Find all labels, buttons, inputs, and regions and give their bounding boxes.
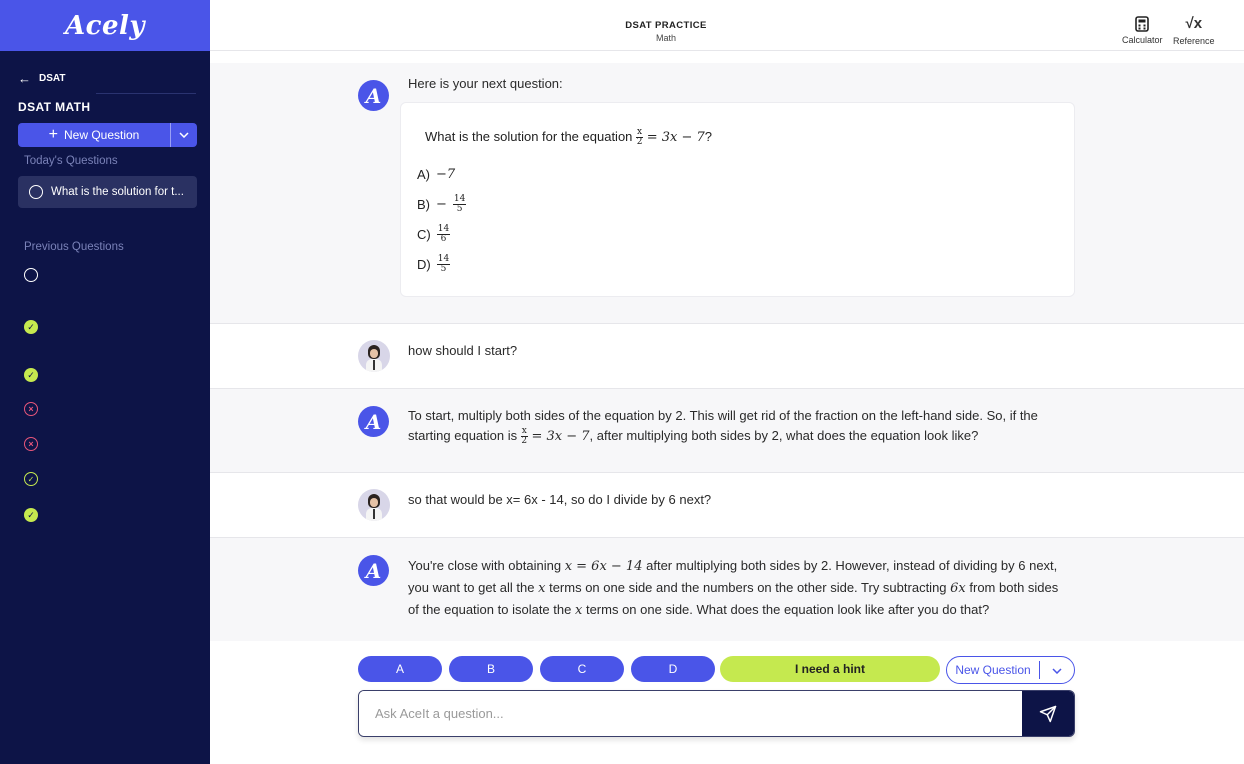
question-text bbox=[425, 128, 712, 147]
fraction bbox=[636, 128, 643, 147]
header bbox=[210, 0, 1244, 51]
unanswered-icon bbox=[24, 268, 38, 282]
calculator-button[interactable] bbox=[1122, 16, 1163, 45]
previous-item[interactable] bbox=[24, 472, 204, 486]
option-label: D) bbox=[417, 257, 431, 272]
correct-check-icon: ✓ bbox=[24, 368, 38, 382]
back-label: DSAT bbox=[39, 73, 66, 84]
unanswered-icon bbox=[29, 185, 43, 199]
message-eq: x bbox=[538, 581, 546, 596]
message-part: terms on one side. What does the equation look like after you do that? bbox=[585, 602, 990, 617]
new-question-main[interactable] bbox=[18, 123, 171, 147]
message-part: after multiplying both sides by 2. However, instead of dividing by 6 next, you want to get all the bbox=[408, 558, 1058, 595]
fraction bbox=[437, 255, 450, 274]
sidebar bbox=[0, 0, 210, 764]
new-question-button[interactable] bbox=[18, 123, 197, 147]
message-part: terms on one side and the numbers on the other side. Try subtracting bbox=[549, 580, 947, 595]
back-link[interactable] bbox=[18, 71, 65, 86]
fraction-den: 2 bbox=[636, 137, 643, 147]
previous-item[interactable] bbox=[24, 402, 204, 416]
option-label: C) bbox=[417, 227, 431, 242]
new-question-dropdown[interactable] bbox=[171, 123, 197, 147]
today-question-item[interactable] bbox=[18, 176, 197, 208]
user-avatar bbox=[358, 340, 390, 372]
message-eq: x bbox=[574, 603, 583, 618]
incorrect-x-icon: × bbox=[24, 402, 38, 416]
question-eq: = 3x − 7 bbox=[646, 129, 705, 145]
question-label: What is the solution for t... bbox=[51, 186, 184, 198]
user-message bbox=[210, 323, 1244, 388]
plus-icon: + bbox=[48, 126, 58, 143]
send-icon bbox=[1039, 705, 1057, 723]
message-part: from both sides of the equation to isolate the bbox=[408, 580, 1059, 617]
previous-item[interactable] bbox=[24, 437, 204, 451]
message-part: , after multiplying both sides by 2, what does the equation look like? bbox=[589, 428, 979, 443]
fraction bbox=[521, 427, 528, 446]
square-root-icon: √x bbox=[1185, 15, 1203, 32]
arrow-left-icon: ← bbox=[18, 71, 31, 86]
incorrect-x-icon: × bbox=[24, 437, 38, 451]
hint-button[interactable]: I need a hint bbox=[720, 656, 940, 682]
chevron-down-icon bbox=[1052, 668, 1062, 674]
fraction-num: 14 bbox=[437, 254, 450, 264]
option-b bbox=[417, 195, 466, 214]
fraction-den: 2 bbox=[521, 436, 528, 447]
previous-item[interactable] bbox=[24, 320, 204, 334]
message-eq: x = 6x − 14 bbox=[564, 559, 643, 574]
reference-label: Reference bbox=[1173, 36, 1215, 46]
new-question-dropdown[interactable] bbox=[1040, 663, 1074, 677]
message-part: To start, multiply both sides of the equation by 2. This will get rid of the fraction on the left-hand side. So, if the starting equation is bbox=[408, 408, 1038, 443]
fraction-num: 14 bbox=[437, 224, 450, 234]
user-avatar bbox=[358, 489, 390, 521]
message-eq: 6x bbox=[950, 581, 966, 596]
message-part: You're close with obtaining bbox=[408, 558, 562, 573]
option-d bbox=[417, 255, 450, 274]
chevron-down-icon bbox=[179, 132, 189, 138]
ask-input[interactable] bbox=[359, 691, 1023, 736]
chat-thread bbox=[210, 63, 1244, 641]
question-prefix: What is the solution for the equation bbox=[425, 128, 633, 144]
option-c bbox=[417, 225, 450, 244]
answer-d-button[interactable]: D bbox=[631, 656, 715, 682]
new-question-label: New Question bbox=[63, 128, 140, 142]
calculator-icon bbox=[1135, 16, 1149, 32]
previous-item[interactable] bbox=[24, 368, 204, 382]
message-eq: = 3x − 7 bbox=[531, 429, 590, 444]
fraction-num: x bbox=[521, 426, 527, 437]
acely-avatar: A bbox=[358, 555, 389, 586]
new-question-label[interactable]: New Question bbox=[947, 661, 1040, 679]
option-a bbox=[417, 167, 455, 182]
message-text: so that would be x= 6x - 14, so do I divide by 6 next? bbox=[408, 492, 712, 507]
correct-check-icon: ✓ bbox=[24, 320, 38, 334]
answer-a-button[interactable]: A bbox=[358, 656, 442, 682]
option-label: B) bbox=[417, 197, 430, 212]
previous-item[interactable] bbox=[24, 508, 204, 522]
reference-button[interactable] bbox=[1173, 16, 1215, 46]
fraction bbox=[437, 225, 450, 244]
answer-b-button[interactable]: B bbox=[449, 656, 533, 682]
fraction bbox=[453, 195, 466, 214]
fraction-den: 6 bbox=[440, 234, 447, 244]
fraction-num: 14 bbox=[453, 194, 466, 204]
page-subtitle: Math bbox=[655, 33, 676, 43]
message-text bbox=[408, 406, 1058, 447]
question-card bbox=[400, 102, 1075, 297]
answer-c-button[interactable]: C bbox=[540, 656, 624, 682]
divider bbox=[96, 93, 196, 94]
send-button[interactable] bbox=[1022, 691, 1074, 736]
user-message bbox=[210, 472, 1244, 537]
section-title: DSAT MATH bbox=[18, 100, 91, 114]
message-text: how should I start? bbox=[408, 343, 518, 358]
message-text bbox=[408, 555, 1063, 621]
question-suffix: ? bbox=[704, 128, 713, 144]
acely-avatar: A bbox=[358, 406, 389, 437]
fraction-den: 5 bbox=[440, 264, 447, 274]
logo[interactable]: Acely bbox=[0, 0, 210, 51]
assistant-message bbox=[210, 63, 1244, 323]
acely-avatar: A bbox=[358, 80, 389, 111]
correct-outline-check-icon: ✓ bbox=[24, 472, 38, 486]
previous-heading: Previous Questions bbox=[24, 241, 124, 253]
assistant-message bbox=[210, 537, 1244, 641]
fraction-den: 5 bbox=[456, 204, 463, 214]
today-heading: Today's Questions bbox=[24, 155, 118, 167]
assistant-message bbox=[210, 388, 1244, 472]
page-title: DSAT PRACTICE bbox=[625, 20, 707, 31]
message-text: Here is your next question: bbox=[408, 76, 563, 91]
calculator-label: Calculator bbox=[1122, 35, 1163, 45]
previous-item[interactable] bbox=[24, 268, 204, 282]
new-question-split-button[interactable] bbox=[946, 656, 1075, 684]
option-value: −7 bbox=[436, 167, 456, 182]
fraction-num: x bbox=[637, 127, 643, 137]
correct-check-icon: ✓ bbox=[24, 508, 38, 522]
option-sign: − bbox=[436, 197, 447, 212]
ask-composer bbox=[358, 690, 1075, 737]
option-label: A) bbox=[417, 167, 430, 182]
answer-buttons bbox=[358, 656, 715, 682]
